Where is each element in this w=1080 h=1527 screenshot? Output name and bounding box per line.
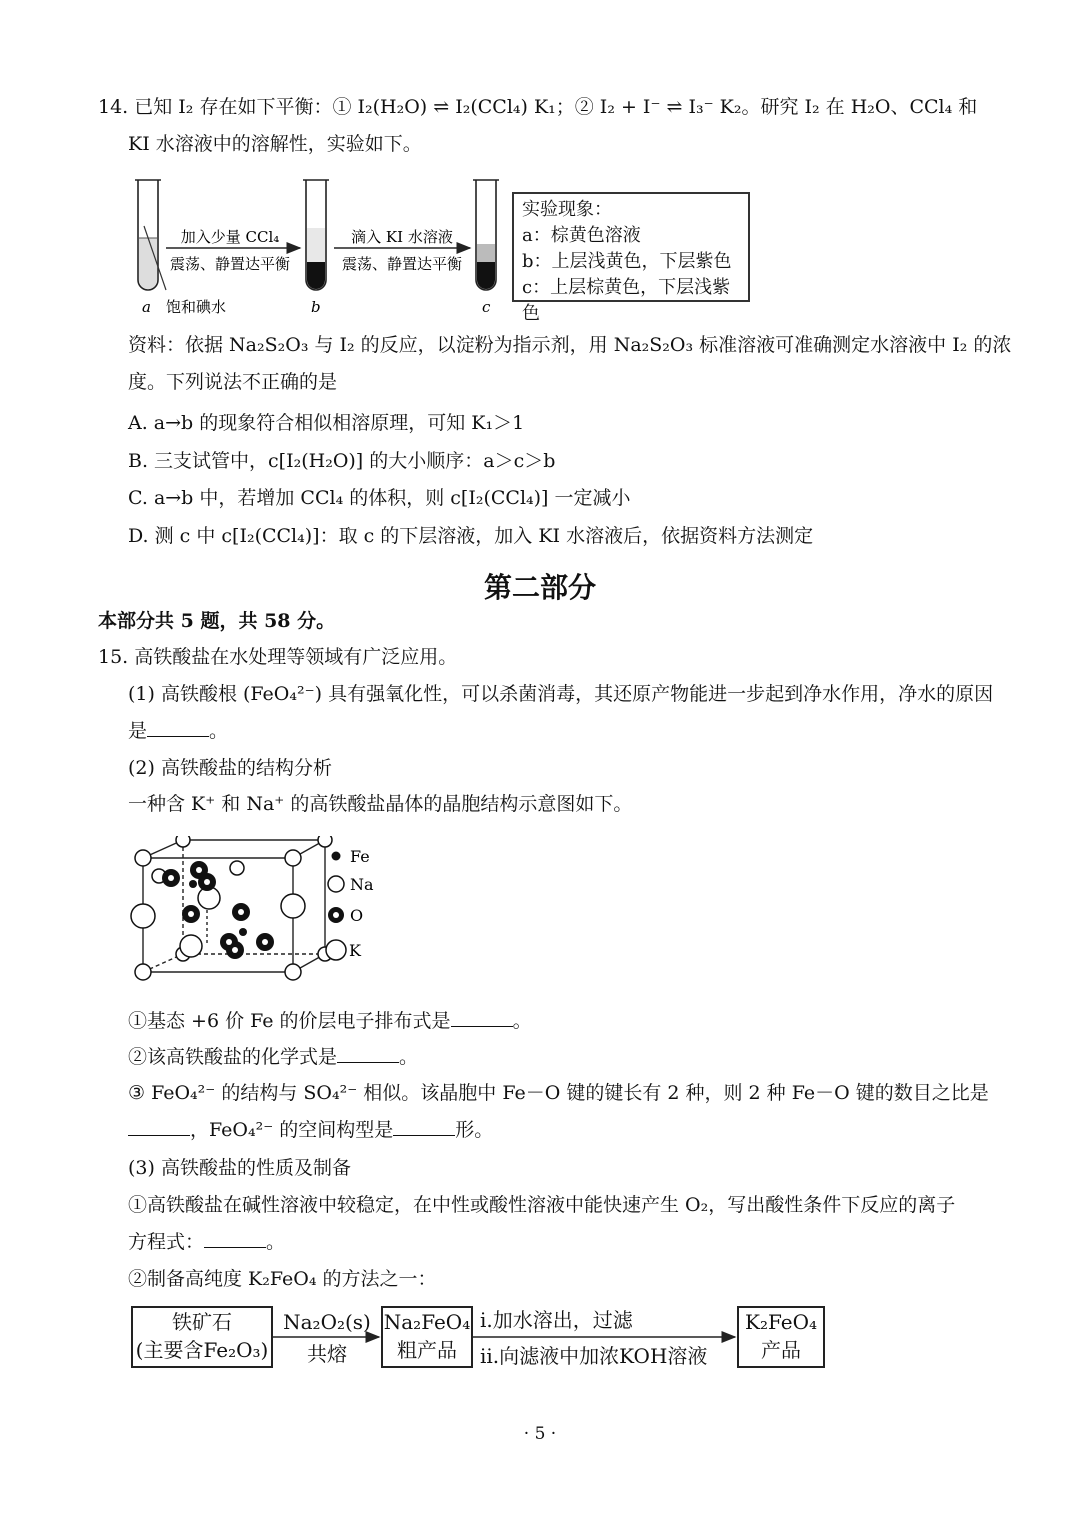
answer-blank-5[interactable] (393, 1117, 455, 1136)
q14-info-line2: 度。下列说法不正确的是 (128, 371, 338, 393)
arrow2-bottom-label: 震荡、静置达平衡 (341, 255, 463, 273)
legend-fe: Fe (350, 847, 370, 866)
flow-box-iron-ore (131, 1306, 273, 1368)
q15-2-q1-end: 。 (512, 1010, 532, 1032)
observation-c: c：上层棕黄色，下层浅紫色 (522, 277, 731, 324)
q15-part2-heading: (2) 高铁酸盐的结构分析 (128, 757, 332, 779)
tube-c-label: c (482, 298, 491, 316)
q14-option-b: B. 三支试管中，c[I₂(H₂O)] 的大小顺序：a＞c＞b (128, 450, 556, 472)
q15-part1-line2-suffix: 。 (209, 720, 229, 742)
k-legend-icon (326, 940, 346, 960)
flow-arrow1-top: Na₂O₂(s) (283, 1310, 371, 1334)
flow-box3-line1: K₂FeO₄ (745, 1310, 817, 1334)
q15-3-q1-line2 (128, 1229, 285, 1255)
q15-2-q2-text: ②该高铁酸盐的化学式是 (128, 1046, 338, 1068)
legend-na: Na (350, 875, 374, 894)
fe-legend-icon (332, 852, 341, 861)
q15-part1-line2-prefix: 是 (128, 720, 148, 742)
flow-box-final-product (737, 1306, 825, 1368)
q15-2-q3-line2 (128, 1117, 493, 1143)
q15-2-q1-text: ①基态 +6 价 Fe 的价层电子排布式是 (128, 1010, 451, 1032)
flow-box1-line2: (主要含Fe₂O₃) (135, 1338, 269, 1362)
q15-2-q2 (128, 1044, 418, 1070)
answer-blank-1[interactable] (147, 718, 209, 737)
q14-info-line1: 资料：依据 Na₂S₂O₃ 与 I₂ 的反应，以淀粉为指示剂，用 Na₂S₂O₃ 标准溶液可准确测定水溶液中 I₂ 的浓 (128, 334, 1012, 356)
answer-blank-6[interactable] (204, 1229, 266, 1248)
flow-box2-line1: Na₂FeO₄ (383, 1310, 471, 1334)
part2-intro: 本部分共 5 题，共 58 分。 (98, 610, 336, 632)
q15-part3-heading: (3) 高铁酸盐的性质及制备 (128, 1157, 351, 1179)
q15-3-q1-end: 。 (266, 1231, 286, 1253)
q14-stem-line1: 14. 已知 I₂ 存在如下平衡：① I₂(H₂O) ⇌ I₂(CCl₄) K₁；② I₂ + I⁻ ⇌ I₃⁻ K₂。研究 I₂ 在 H₂O、CCl₄ 和 (98, 96, 978, 118)
q15-3-q1-line1: ①高铁酸盐在碱性溶液中较稳定，在中性或酸性溶液中能快速产生 O₂，写出酸性条件下反应的离子 (128, 1194, 956, 1216)
q14-option-c: C. a→b 中，若增加 CCl₄ 的体积，则 c[I₂(CCl₄)] 一定减小 (128, 487, 631, 509)
q14-stem-line2: KI 水溶液中的溶解性，实验如下。 (128, 133, 422, 155)
q15-part1-line1: (1) 高铁酸根 (FeO₄²⁻) 具有强氧化性，可以杀菌消毒，其还原产物能进一步起到净水作用，净水的原因 (128, 683, 994, 705)
tube-b-label: b (311, 298, 321, 316)
answer-blank-3[interactable] (337, 1044, 399, 1063)
tube-a-description: 饱和碘水 (166, 298, 227, 316)
arrow1-top-label: 加入少量 CCl₄ (180, 228, 280, 246)
q15-2-q1 (128, 1008, 532, 1034)
observation-box (512, 192, 750, 324)
answer-blank-4[interactable] (128, 1117, 190, 1136)
tube-a-label: a (142, 298, 151, 316)
legend-k: K (349, 941, 361, 960)
q15-3-q1-prefix: 方程式： (128, 1231, 205, 1253)
arrow1-bottom-label: 震荡、静置达平衡 (169, 255, 291, 273)
q14-option-d: D. 测 c 中 c[I₂(CCl₄)]：取 c 的下层溶液，加入 KI 水溶液后，依据资料方法测定 (128, 525, 814, 547)
flow-box3-line2: 产品 (761, 1338, 801, 1362)
observation-b: b：上层浅黄色，下层紫色 (522, 251, 732, 272)
observation-title: 实验现象： (522, 199, 612, 220)
q15-2-q2-end: 。 (399, 1046, 419, 1068)
test-tube-a-icon (135, 180, 166, 290)
test-tube-b-icon (303, 180, 329, 290)
page-number: · 5 · (523, 1424, 557, 1444)
flow-arrow1-bottom: 共熔 (307, 1342, 347, 1366)
part2-title: 第二部分 (483, 571, 596, 604)
test-tube-c-icon (473, 180, 499, 290)
na-legend-icon (328, 876, 344, 892)
q15-2-q3-line1: ③ FeO₄²⁻ 的结构与 SO₄²⁻ 相似。该晶胞中 Fe－O 键的键长有 2 种，则 2 种 Fe－O 键的数目之比是 (128, 1082, 989, 1104)
q14-experiment-figure (120, 172, 510, 320)
flow-box2-line2: 粗产品 (397, 1338, 457, 1362)
q14-option-a: A. a→b 的现象符合相似相溶原理，可知 K₁＞1 (128, 412, 525, 434)
q15-part1-line2 (128, 718, 228, 744)
arrow2-top-label: 滴入 KI 水溶液 (351, 228, 453, 246)
legend-o: O (350, 906, 364, 925)
q15-part2-intro: 一种含 K⁺ 和 Na⁺ 的高铁酸盐晶体的晶胞结构示意图如下。 (128, 793, 633, 815)
q15-3-q2: ②制备高纯度 K₂FeO₄ 的方法之一： (128, 1268, 437, 1290)
flow-arrow2-top: i.加水溶出，过滤 (480, 1308, 633, 1332)
flow-box1-line1: 铁矿石 (172, 1310, 232, 1334)
flow-arrows (273, 1306, 743, 1368)
observation-a: a：棕黄色溶液 (522, 225, 641, 246)
q15-stem: 15. 高铁酸盐在水处理等领域有广泛应用。 (98, 646, 458, 668)
flow-arrow2-bottom: ii.向滤液中加浓KOH溶液 (480, 1344, 708, 1368)
q15-2-q3-mid: ，FeO₄²⁻ 的空间构型是 (190, 1119, 394, 1141)
q15-2-q3-end: 形。 (455, 1119, 494, 1141)
crystal-legend (322, 842, 402, 968)
answer-blank-2[interactable] (451, 1008, 513, 1027)
